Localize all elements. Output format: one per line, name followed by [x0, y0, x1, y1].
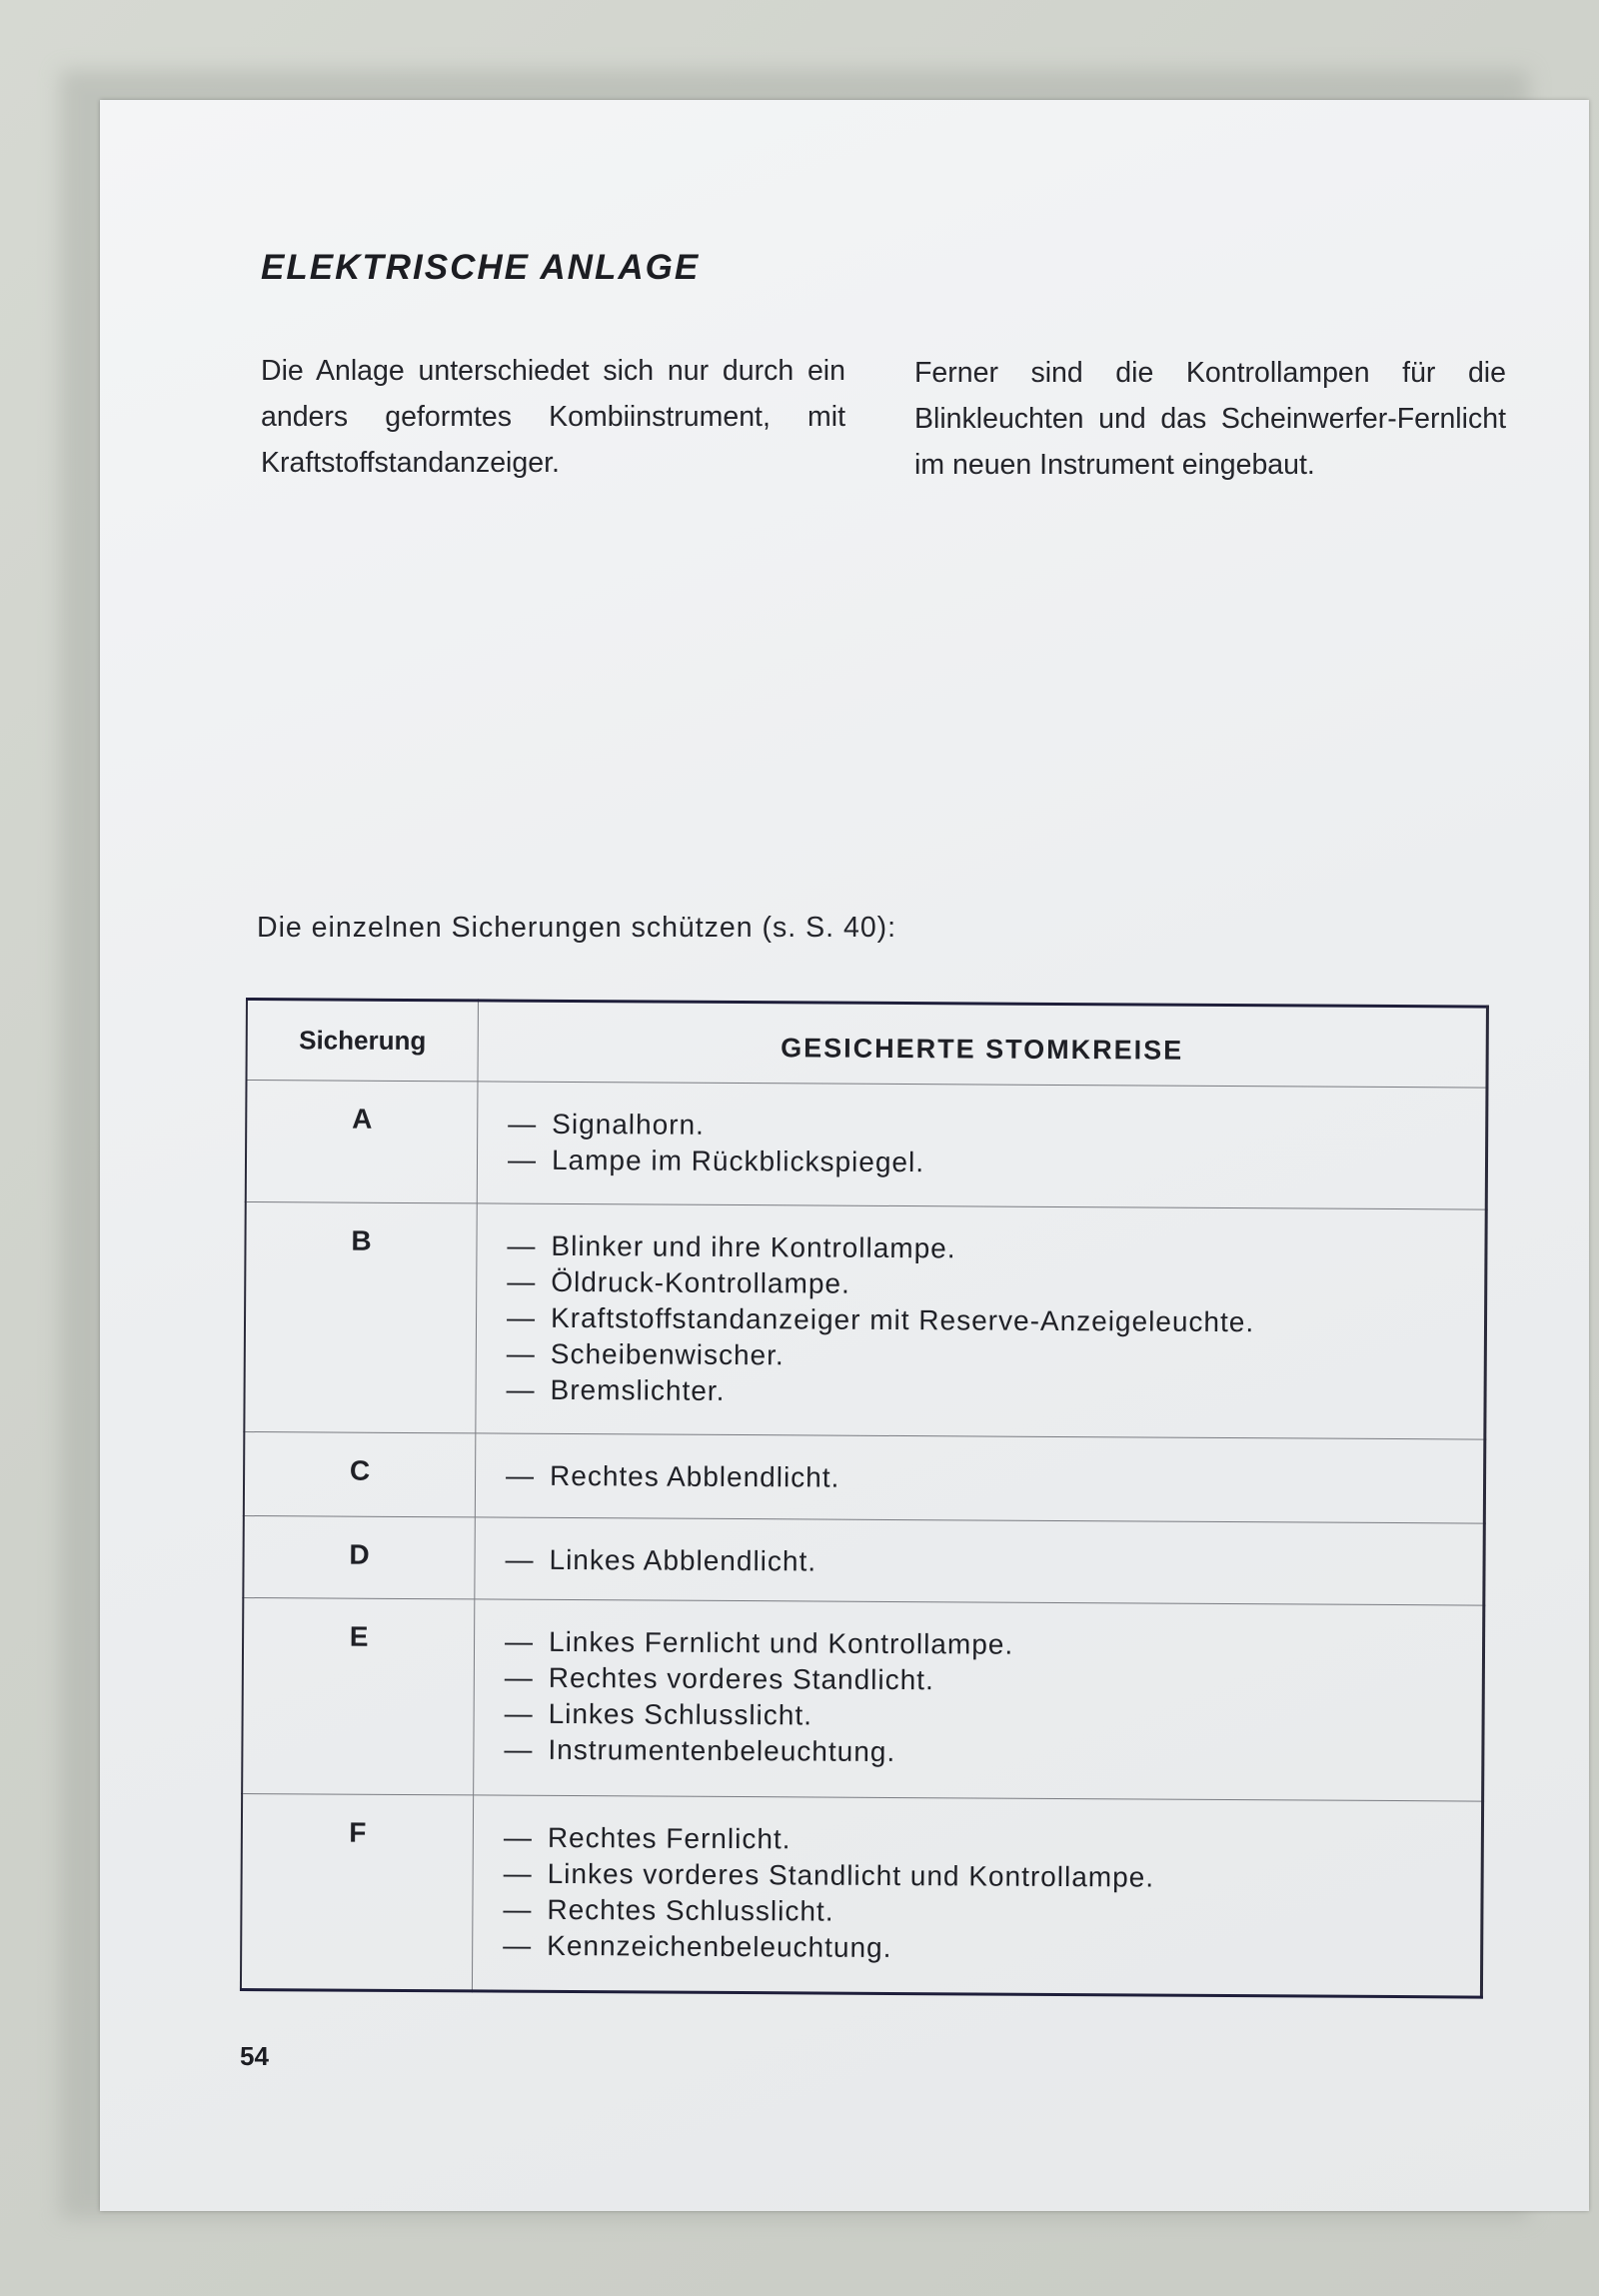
dash-bullet: — — [504, 1625, 535, 1657]
page-title: ELEKTRISCHE ANLAGE — [261, 248, 701, 287]
circuit-list — [476, 1203, 1486, 1439]
list-item — [506, 1458, 1483, 1500]
list-item — [505, 1542, 1482, 1584]
fuse-letter: D — [243, 1515, 475, 1598]
dash-bullet: — — [503, 1893, 533, 1925]
list-item — [507, 1336, 1484, 1378]
circuit-text: Kennzeichenbeleuchtung. — [547, 1929, 892, 1963]
dash-bullet: — — [505, 1543, 535, 1575]
dash-bullet: — — [504, 1697, 534, 1729]
circuit-text: Linkes Abblendlicht. — [549, 1543, 817, 1577]
dash-bullet: — — [507, 1265, 537, 1297]
circuit-text: Linkes Fernlicht und Kontrollampe. — [548, 1625, 1014, 1660]
list-item — [504, 1856, 1481, 1898]
circuit-text: Blinker und ihre Kontrollampe. — [551, 1229, 956, 1264]
dash-bullet: — — [508, 1108, 538, 1140]
circuit-text: Linkes vorderes Standlicht und Kontrollampe. — [547, 1857, 1155, 1893]
circuit-list — [477, 1082, 1487, 1209]
list-item — [504, 1732, 1481, 1774]
circuit-list — [475, 1433, 1484, 1523]
circuit-text: Rechtes Fernlicht. — [547, 1821, 792, 1855]
list-item — [505, 1624, 1482, 1666]
list-item — [503, 1928, 1480, 1970]
circuit-list — [474, 1599, 1484, 1801]
circuit-text: Bremslichter. — [550, 1373, 726, 1406]
dash-bullet: — — [506, 1337, 536, 1369]
dash-bullet: — — [506, 1301, 537, 1333]
page-number: 54 — [240, 2041, 269, 2071]
table-row — [243, 1515, 1484, 1605]
circuit-text: Lampe im Rückblickspiegel. — [551, 1144, 925, 1178]
dash-bullet: — — [505, 1459, 536, 1491]
booklet-page — [100, 100, 1589, 2211]
dash-bullet: — — [504, 1661, 534, 1693]
circuit-text: Öldruck-Kontrollampe. — [551, 1265, 850, 1299]
circuit-text: Rechtes Schlusslicht. — [547, 1893, 834, 1927]
circuit-text: Signalhorn. — [552, 1108, 705, 1141]
dash-bullet: — — [506, 1373, 536, 1405]
circuit-list — [472, 1795, 1482, 1997]
fuse-letter: C — [244, 1431, 476, 1516]
list-item — [507, 1300, 1484, 1342]
dash-bullet: — — [507, 1144, 538, 1175]
list-item — [508, 1143, 1485, 1184]
intro-paragraph-left: Die Anlage unterschiedet sich nur durch ein anders geformtes Kombiinstrument, mit Kraftstoffstandanzeiger. — [261, 355, 845, 479]
list-item — [504, 1820, 1481, 1862]
circuit-list — [475, 1517, 1484, 1605]
dash-bullet: — — [507, 1229, 537, 1261]
table-row — [242, 1597, 1484, 1801]
list-item — [507, 1264, 1484, 1306]
dash-bullet: — — [503, 1821, 533, 1853]
circuit-text: Rechtes Abblendlicht. — [549, 1459, 840, 1493]
table-row — [244, 1202, 1486, 1440]
list-item — [503, 1892, 1480, 1934]
table-header-row — [246, 1000, 1487, 1089]
fuse-letter: B — [244, 1202, 477, 1433]
circuit-text: Kraftstoffstandanzeiger mit Reserve-Anzeigeleuchte. — [550, 1301, 1255, 1338]
header-fuse: Sicherung — [246, 1000, 478, 1082]
intro-paragraph-right: Ferner sind die Kontrollampen für die Blinkleuchten und das Scheinwerfer-Fernlicht im neuen Instrument eingebaut. — [914, 357, 1506, 481]
fuse-rows — [241, 1081, 1487, 1998]
list-item — [507, 1228, 1484, 1270]
circuit-text: Scheibenwischer. — [550, 1337, 785, 1371]
dash-bullet: — — [503, 1857, 533, 1889]
fuse-table — [240, 998, 1489, 1999]
list-item — [505, 1660, 1482, 1702]
circuit-text: Instrumentenbeleuchtung. — [548, 1733, 896, 1767]
header-circuits: GESICHERTE STOMKREISE — [478, 1001, 1487, 1088]
list-item — [506, 1372, 1483, 1414]
list-item — [505, 1696, 1482, 1738]
circuit-text: Linkes Schlusslicht. — [548, 1697, 813, 1731]
table-row — [246, 1081, 1487, 1210]
list-item — [508, 1107, 1485, 1148]
fuse-letter: E — [242, 1597, 475, 1794]
table-row — [244, 1431, 1485, 1523]
table-row — [241, 1793, 1483, 1997]
fuse-letter: F — [241, 1793, 474, 1990]
fuse-letter: A — [246, 1081, 478, 1203]
dash-bullet: — — [503, 1929, 533, 1961]
fuse-intro-text: Die einzelnen Sicherungen schützen (s. S. 40): — [257, 912, 897, 944]
dash-bullet: — — [504, 1733, 534, 1765]
circuit-text: Rechtes vorderes Standlicht. — [548, 1661, 934, 1696]
